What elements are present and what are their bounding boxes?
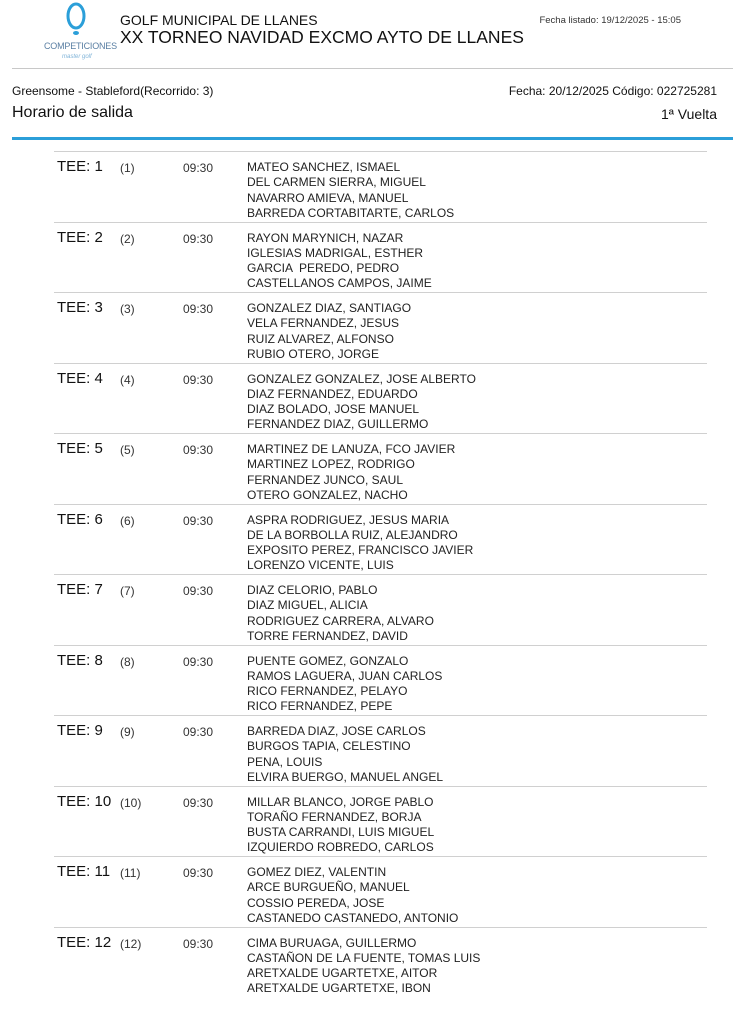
player-name: GOMEZ DIEZ, VALENTIN	[247, 865, 387, 879]
tee-number: (2)	[120, 231, 135, 246]
player-name: DIAZ MIGUEL, ALICIA	[247, 598, 368, 613]
tee-label: TEE: 1	[57, 158, 103, 175]
tee-label: TEE: 4	[57, 369, 103, 387]
player-list	[247, 301, 411, 362]
player-name: RODRIGUEZ CARRERA, ALVARO	[247, 613, 434, 628]
start-time: 09:30	[183, 725, 214, 739]
tee-label: TEE: 5	[57, 440, 103, 457]
tee-row	[54, 293, 707, 364]
competition-format: Greensome - Stableford(Recorrido: 3)	[12, 84, 214, 98]
player-name: CASTANEDO CASTANEDO, ANTONIO	[247, 910, 459, 925]
tee-number: (5)	[120, 443, 135, 457]
player-name: PUENTE GOMEZ, GONZALO	[247, 653, 409, 668]
tee-number: (12)	[120, 936, 142, 951]
player-name: RAMOS LAGUERA, JUAN CARLOS	[247, 668, 443, 683]
start-time: 09:30	[183, 654, 214, 669]
player-name: DIAZ BOLADO, JOSE MANUEL	[247, 402, 420, 417]
header-divider	[12, 68, 733, 69]
tee-label: TEE: 8	[57, 651, 103, 669]
player-list	[247, 724, 443, 785]
player-name: FERNANDEZ JUNCO, SAUL	[247, 472, 404, 487]
player-name: GONZALEZ GONZALEZ, JOSE ALBERTO	[247, 371, 476, 386]
tee-number: (9)	[120, 725, 135, 739]
player-name: IZQUIERDO ROBREDO, CARLOS	[247, 840, 434, 855]
start-time: 09:30	[183, 513, 214, 528]
player-name: RICO FERNANDEZ, PELAYO	[247, 684, 408, 699]
player-list	[247, 583, 434, 644]
player-name: RAYON MARYNICH, NAZAR	[247, 230, 404, 245]
page-title: Horario de salida	[12, 104, 133, 121]
start-time: 09:30	[183, 936, 214, 951]
player-name: CASTELLANOS CAMPOS, JAIME	[247, 276, 432, 291]
tee-time-list	[54, 151, 707, 998]
player-list	[247, 936, 480, 997]
start-time: 09:30	[183, 302, 214, 316]
player-list	[247, 865, 458, 926]
tee-label: TEE: 12	[57, 933, 112, 951]
player-list	[247, 442, 455, 503]
player-name: BURGOS TAPIA, CELESTINO	[247, 739, 411, 754]
tee-number: (3)	[120, 302, 135, 316]
tee-row	[54, 505, 707, 576]
tee-label: TEE: 2	[57, 228, 103, 246]
logo-subtext: master golf	[62, 54, 92, 60]
player-name: RUIZ ALVAREZ, ALFONSO	[247, 331, 394, 346]
tee-label: TEE: 10	[57, 792, 112, 810]
player-name: RICO FERNANDEZ, PEPE	[247, 699, 393, 714]
player-name: MARTINEZ DE LANUZA, FCO JAVIER	[247, 442, 456, 456]
tee-number: (10)	[120, 795, 142, 810]
logo-ring-icon	[62, 0, 90, 40]
tee-row	[54, 223, 707, 294]
player-name: ARETXALDE UGARTETXE, IBON	[247, 981, 431, 996]
player-name: BUSTA CARRANDI, LUIS MIGUEL	[247, 825, 435, 840]
player-name: MATEO SANCHEZ, ISMAEL	[247, 160, 401, 174]
tee-row	[54, 434, 707, 505]
player-name: ARCE BURGUEÑO, MANUEL	[247, 880, 410, 895]
start-time: 09:30	[183, 372, 214, 387]
start-time: 09:30	[183, 866, 214, 880]
player-name: VELA FERNANDEZ, JESUS	[247, 316, 400, 331]
accent-divider	[12, 137, 733, 140]
tee-label: TEE: 7	[57, 581, 103, 598]
tee-row	[54, 364, 707, 435]
round-label: 1ª Vuelta	[660, 106, 717, 122]
date-code: Fecha: 20/12/2025 Código: 022725281	[508, 84, 717, 98]
player-name: DE LA BORBOLLA RUIZ, ALEJANDRO	[247, 527, 458, 542]
player-name: EXPOSITO PEREZ, FRANCISCO JAVIER	[247, 543, 474, 558]
player-list	[247, 372, 476, 433]
competiciones-logo	[38, 0, 117, 66]
player-name: DIAZ FERNANDEZ, EDUARDO	[247, 386, 418, 401]
tee-number: (6)	[120, 513, 135, 528]
player-name: GONZALEZ DIAZ, SANTIAGO	[247, 301, 412, 315]
player-name: BARREDA DIAZ, JOSE CARLOS	[247, 724, 426, 738]
start-time: 09:30	[183, 443, 214, 457]
tee-row	[54, 928, 707, 999]
player-name: ELVIRA BUERGO, MANUEL ANGEL	[247, 769, 444, 784]
tee-label: TEE: 9	[57, 722, 103, 739]
player-name: LORENZO VICENTE, LUIS	[247, 558, 394, 573]
tee-label: TEE: 6	[57, 510, 103, 528]
player-name: NAVARRO AMIEVA, MANUEL	[247, 190, 409, 205]
player-name: PENA, LOUIS	[247, 754, 323, 769]
tournament-title: XX TORNEO NAVIDAD EXCMO AYTO DE LLANES	[120, 27, 524, 47]
tee-number: (7)	[120, 584, 135, 598]
player-name: COSSIO PEREDA, JOSE	[247, 895, 385, 910]
player-name: GARCIA PEREDO, PEDRO	[247, 261, 400, 276]
tee-label: TEE: 3	[57, 299, 103, 316]
start-time: 09:30	[183, 231, 214, 246]
player-list	[247, 160, 454, 221]
player-name: RUBIO OTERO, JORGE	[247, 346, 380, 361]
tee-number: (4)	[120, 372, 135, 387]
tee-row	[54, 787, 707, 858]
logo-text: COMPETICIONES	[44, 41, 117, 51]
player-name: ASPRA RODRIGUEZ, JESUS MARIA	[247, 512, 450, 527]
player-list	[247, 513, 473, 574]
player-name: DEL CARMEN SIERRA, MIGUEL	[247, 175, 426, 190]
player-name: FERNANDEZ DIAZ, GUILLERMO	[247, 417, 429, 432]
player-name: CASTAÑON DE LA FUENTE, TOMAS LUIS	[247, 950, 481, 965]
player-name: IGLESIAS MADRIGAL, ESTHER	[247, 245, 424, 260]
tee-label: TEE: 11	[57, 863, 111, 880]
tee-number: (8)	[120, 654, 135, 669]
tee-row	[54, 716, 707, 787]
listing-date: Fecha listado: 19/12/2025 - 15:05	[539, 15, 681, 26]
tee-row	[54, 646, 707, 717]
player-name: MARTINEZ LOPEZ, RODRIGO	[247, 457, 415, 472]
club-name: GOLF MUNICIPAL DE LLANES	[120, 12, 318, 28]
player-name: TORRE FERNANDEZ, DAVID	[247, 628, 408, 643]
tee-row	[54, 857, 707, 928]
player-name: OTERO GONZALEZ, NACHO	[247, 487, 408, 502]
player-name: TORAÑO FERNANDEZ, BORJA	[247, 809, 422, 824]
tee-number: (1)	[120, 161, 135, 175]
tee-row	[54, 152, 707, 223]
player-name: MILLAR BLANCO, JORGE PABLO	[247, 794, 434, 809]
start-time: 09:30	[183, 584, 214, 598]
tee-row	[54, 575, 707, 646]
start-time: 09:30	[183, 161, 214, 175]
start-time: 09:30	[183, 795, 214, 810]
player-name: BARREDA CORTABITARTE, CARLOS	[247, 205, 455, 220]
player-name: ARETXALDE UGARTETXE, AITOR	[247, 966, 438, 981]
player-list	[247, 231, 432, 292]
player-list	[247, 795, 434, 856]
tee-number: (11)	[120, 866, 141, 880]
player-name: DIAZ CELORIO, PABLO	[247, 583, 378, 597]
player-name: CIMA BURUAGA, GUILLERMO	[247, 935, 417, 950]
player-list	[247, 654, 442, 715]
